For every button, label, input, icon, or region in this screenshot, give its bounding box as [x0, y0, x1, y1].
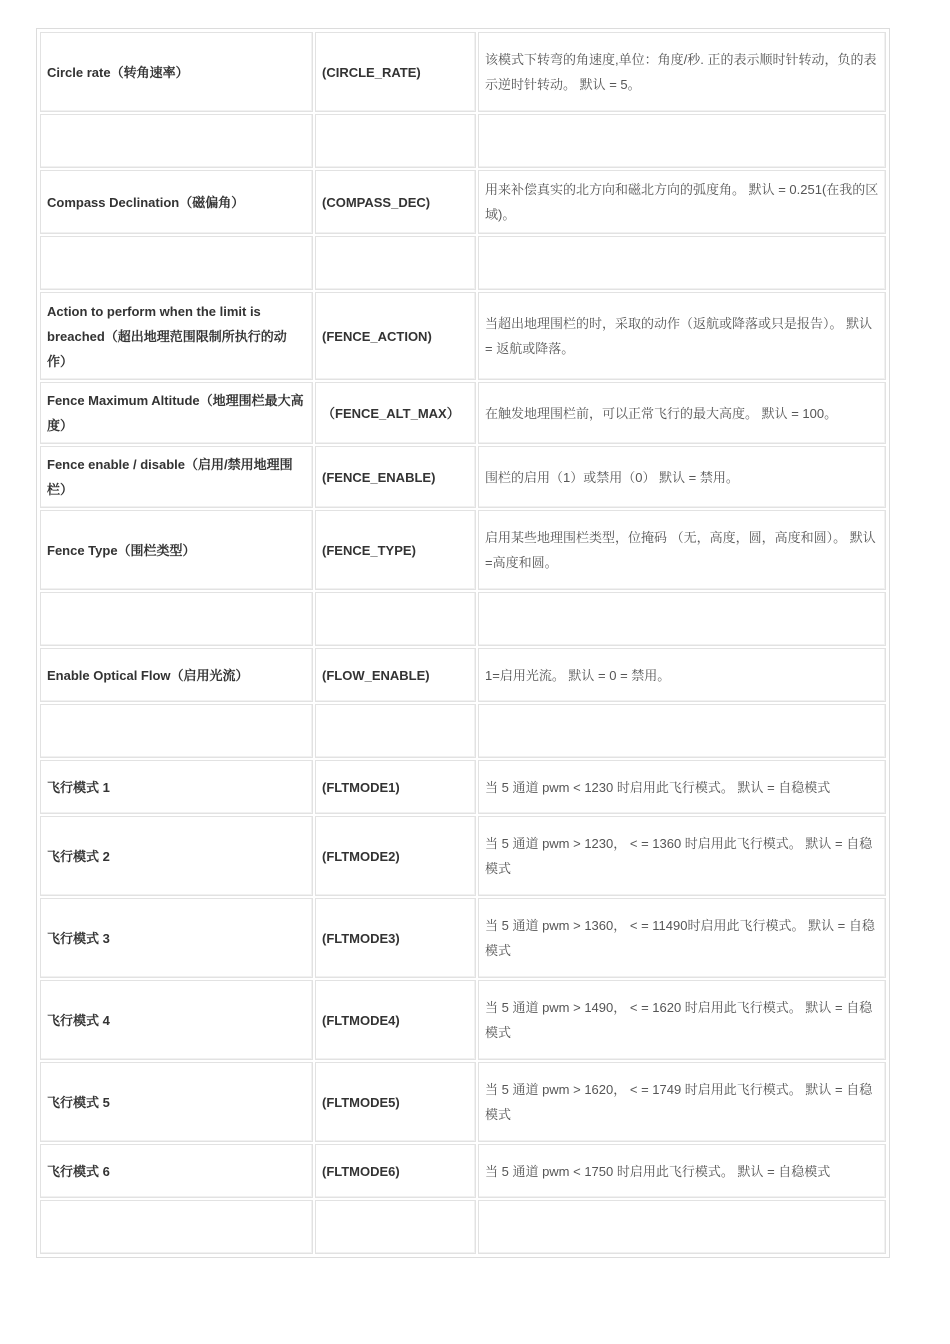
param-desc-cell: 当 5 通道 pwm > 1490， < = 1620 时启用此飞行模式。 默认 = 自稳模式 [478, 980, 886, 1060]
table-row [40, 292, 886, 380]
table-row [40, 1062, 886, 1142]
param-name-cell: Action to perform when the limit is breached（超出地理范围限制所执行的动作） [40, 292, 313, 380]
param-desc-cell: 当 5 通道 pwm > 1230， < = 1360 时启用此飞行模式。 默认 = 自稳模式 [478, 816, 886, 896]
param-desc-cell: 当 5 通道 pwm < 1750 时启用此飞行模式。 默认 = 自稳模式 [478, 1144, 886, 1198]
param-name-cell: Circle rate（转角速率） [40, 32, 313, 112]
param-name-cell: 飞行模式 4 [40, 980, 313, 1060]
empty-cell [478, 592, 886, 646]
empty-cell [315, 114, 476, 168]
table-row [40, 760, 886, 814]
param-name-cell: Fence Type（围栏类型） [40, 510, 313, 590]
param-code-cell: (FLTMODE3) [315, 898, 476, 978]
param-name-cell: 飞行模式 1 [40, 760, 313, 814]
param-code-cell: (FLTMODE4) [315, 980, 476, 1060]
param-name-cell: Fence Maximum Altitude（地理围栏最大高度） [40, 382, 313, 444]
param-desc-cell: 围栏的启用（1）或禁用（0） 默认 = 禁用。 [478, 446, 886, 508]
param-code-cell: (COMPASS_DEC) [315, 170, 476, 234]
param-name-cell: Enable Optical Flow（启用光流） [40, 648, 313, 702]
param-name-cell: 飞行模式 5 [40, 1062, 313, 1142]
param-code-cell: (FENCE_TYPE) [315, 510, 476, 590]
param-desc-cell: 1=启用光流。 默认 = 0 = 禁用。 [478, 648, 886, 702]
param-name-cell: 飞行模式 2 [40, 816, 313, 896]
param-name-cell: Compass Declination（磁偏角） [40, 170, 313, 234]
table-row-empty [40, 592, 886, 646]
empty-cell [315, 1200, 476, 1254]
param-name-cell: 飞行模式 6 [40, 1144, 313, 1198]
empty-cell [40, 592, 313, 646]
param-desc-cell: 启用某些地理围栏类型，位掩码 （无，高度，圆，高度和圆）。 默认 =高度和圆。 [478, 510, 886, 590]
table-row-empty [40, 704, 886, 758]
empty-cell [478, 704, 886, 758]
param-desc-cell: 当 5 通道 pwm > 1620， < = 1749 时启用此飞行模式。 默认 = 自稳模式 [478, 1062, 886, 1142]
table-row [40, 816, 886, 896]
table-row [40, 648, 886, 702]
param-code-cell: （FENCE_ALT_MAX） [315, 382, 476, 444]
param-code-cell: (FENCE_ACTION) [315, 292, 476, 380]
empty-cell [315, 592, 476, 646]
param-code-cell: (CIRCLE_RATE) [315, 32, 476, 112]
table-row-empty [40, 236, 886, 290]
table-row-empty [40, 1200, 886, 1254]
empty-cell [40, 236, 313, 290]
table-row [40, 980, 886, 1060]
param-name-cell: Fence enable / disable（启用/禁用地理围栏） [40, 446, 313, 508]
table-row [40, 382, 886, 444]
param-code-cell: (FENCE_ENABLE) [315, 446, 476, 508]
param-desc-cell: 当 5 通道 pwm > 1360， < = 11490时启用此飞行模式。 默认 = 自稳模式 [478, 898, 886, 978]
parameter-table [38, 30, 888, 1256]
param-code-cell: (FLTMODE2) [315, 816, 476, 896]
empty-cell [315, 236, 476, 290]
table-row [40, 170, 886, 234]
table-row [40, 898, 886, 978]
table-row [40, 510, 886, 590]
param-code-cell: (FLOW_ENABLE) [315, 648, 476, 702]
param-name-cell: 飞行模式 3 [40, 898, 313, 978]
table-row-empty [40, 114, 886, 168]
param-desc-cell: 当超出地理围栏的时，采取的动作（返航或降落或只是报告）。 默认 = 返航或降落。 [478, 292, 886, 380]
param-desc-cell: 在触发地理围栏前，可以正常飞行的最大高度。 默认 = 100。 [478, 382, 886, 444]
parameter-table-container [36, 28, 890, 1258]
param-code-cell: (FLTMODE5) [315, 1062, 476, 1142]
empty-cell [478, 114, 886, 168]
param-desc-cell: 当 5 通道 pwm < 1230 时启用此飞行模式。 默认 = 自稳模式 [478, 760, 886, 814]
param-code-cell: (FLTMODE1) [315, 760, 476, 814]
empty-cell [40, 114, 313, 168]
param-code-cell: (FLTMODE6) [315, 1144, 476, 1198]
table-row [40, 32, 886, 112]
table-row [40, 446, 886, 508]
empty-cell [315, 704, 476, 758]
empty-cell [478, 1200, 886, 1254]
empty-cell [40, 1200, 313, 1254]
empty-cell [478, 236, 886, 290]
param-desc-cell: 用来补偿真实的北方向和磁北方向的弧度角。 默认 = 0.251(在我的区域)。 [478, 170, 886, 234]
table-row [40, 1144, 886, 1198]
param-desc-cell: 该模式下转弯的角速度,单位：角度/秒. 正的表示顺时针转动，负的表示逆时针转动。 默认 = 5。 [478, 32, 886, 112]
empty-cell [40, 704, 313, 758]
